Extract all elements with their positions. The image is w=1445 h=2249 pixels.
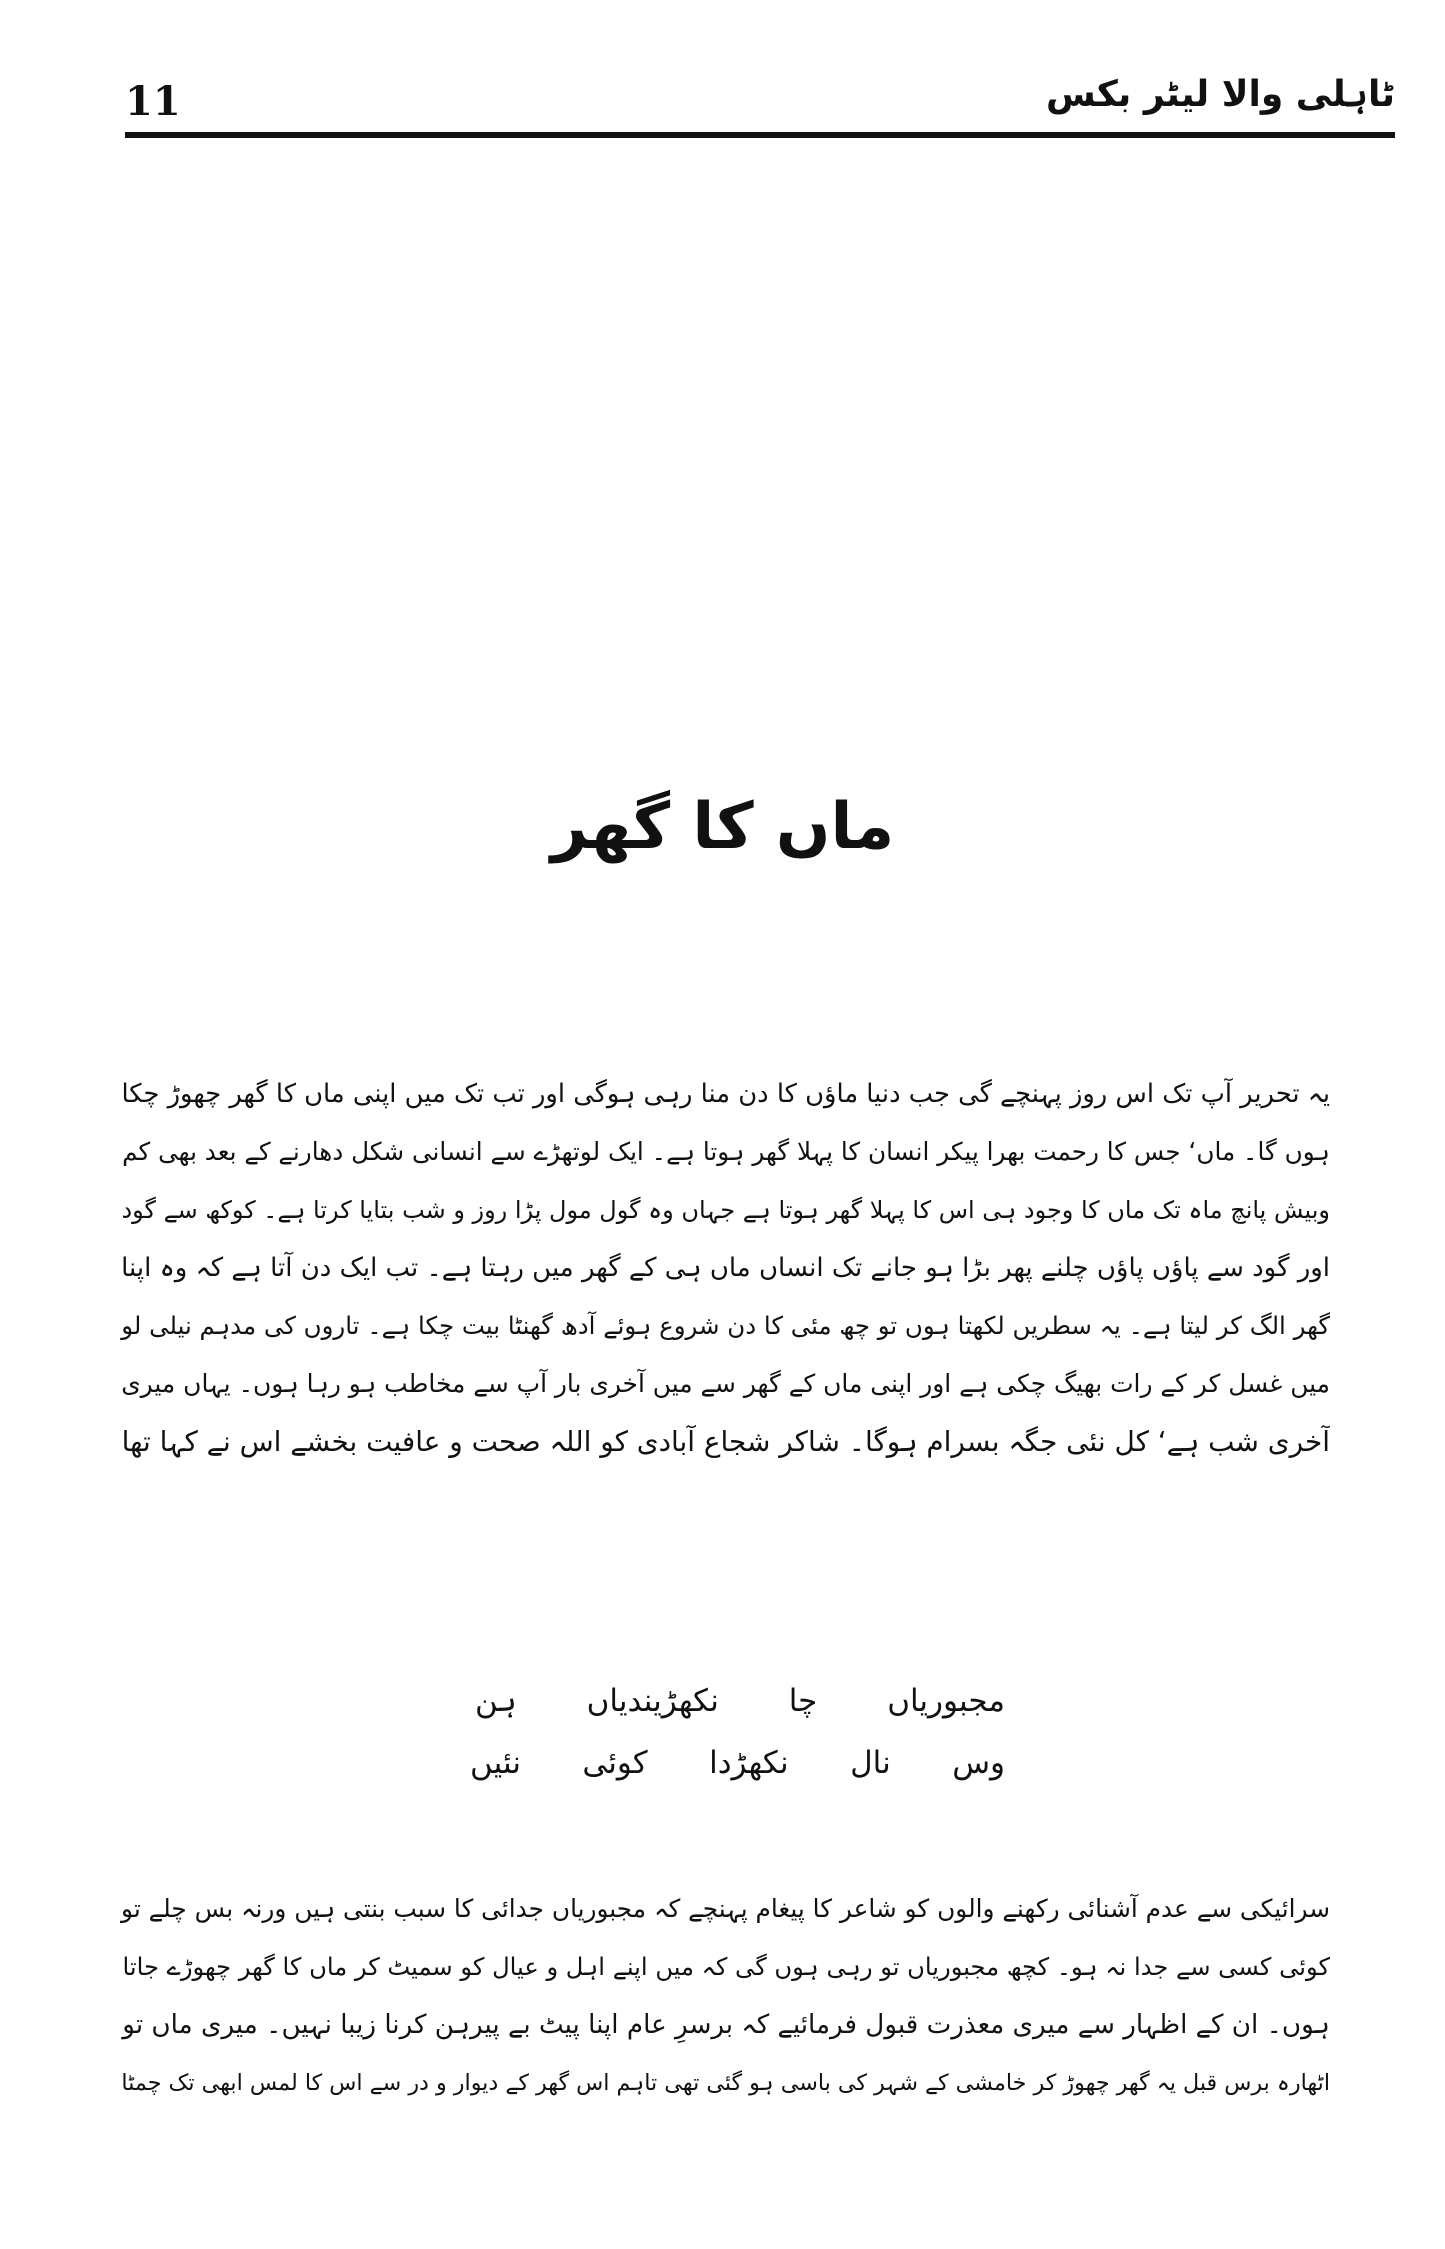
paragraph-line: آخری شب ہے‘ کل نئی جگہ بسرام ہوگا۔ شاکر شجاع آبادی کو اللہ صحت و عافیت بخشے اس نے کہا تھا [121,1425,1330,1458]
paragraph-line: ہوں۔ ان کے اظہار سے میری معذرت قبول فرمائیے کہ برسرِ عام اپنا پیٹ بے پیرہن کرنا زیبا نہیں۔ میری ماں تو [122,2010,1330,2040]
verse-word: نکھڑیندیاں [586,1683,719,1719]
header-rule [125,132,1395,138]
paragraph-line: اور گود سے پاؤں پاؤں چلنے پھر بڑا ہو جانے تک انساں ماں ہی کے گھر میں رہتا ہے۔ تب ایک دن آتا ہے کہ وہ اپنا [121,1253,1330,1283]
page-header [125,70,1395,140]
verse-word: وس [952,1745,1005,1781]
paragraph-line: کوئی کسی سے جدا نہ ہو۔ کچھ مجبوریاں تو رہی ہوں گی کہ میں اپنے اہل و عیال کو سمیٹ کر ماں کا گھر چھوڑے جاتا [122,1953,1330,1981]
verse-word: چا [788,1683,818,1719]
verse-word: مجبوریاں [887,1683,1005,1719]
paragraph-1 [115,1065,1330,1471]
paragraph-line: ہوں گا۔ ماں‘ جس کا رحمت بھرا پیکر انسان کا پہلا گھر ہوتا ہے۔ ایک لوتھڑے سے انسانی شکل دھارنے کے بعد بھی کم [122,1137,1330,1166]
paragraph-line: یہ تحریر آپ تک اس روز پہنچے گی جب دنیا ماؤں کا دن منا رہی ہوگی اور تب تک میں اپنی ماں کا گھر چھوڑ چکا [121,1079,1330,1109]
paragraph-line: گھر الگ کر لیتا ہے۔ یہ سطریں لکھتا ہوں تو چھ مئی کا دن شروع ہوئے آدھ گھنٹا بیت چکا ہے۔ تاروں کی مدہم نیلی لو [121,1311,1330,1340]
paragraph-line: میں غسل کر کے رات بھیگ چکی ہے اور اپنی ماں کے گھر سے میں آخری بار آپ سے مخاطب ہو رہا ہوں۔ یہاں میری [121,1369,1330,1398]
paragraph-2 [115,1880,1330,2112]
verse-word: کوئی [582,1745,648,1781]
chapter-title: ماں کا گھر [550,790,895,864]
paragraph-line: سرائیکی سے عدم آشنائی رکھنے والوں کو شاعر کا پیغام پہنچے کہ مجبوریاں جدائی کا سبب بنتی ہیں ورنہ بس چلے تو [121,1894,1330,1923]
verse-word: نکھڑدا [709,1745,789,1781]
verse-line-1 [380,1670,1065,1732]
verse-word: نال [850,1745,891,1781]
verse-word: نئیں [470,1745,521,1781]
paragraph-line: وبیش پانچ ماہ تک ماں کا وجود ہی اس کا پہلا گھر ہوتا ہے جہاں وہ گول مول پڑا روز و شب بتایا کرتا ہے۔ کوکھ سے گود [121,1196,1330,1224]
verse-word: ہن [475,1683,517,1719]
page-number: 11 [125,78,181,125]
verse [380,1670,1065,1794]
running-title: ٹاہلی والا لیٹر بکس [1045,74,1395,115]
verse-line-2 [380,1732,1065,1794]
paragraph-line: اٹھارہ برس قبل یہ گھر چھوڑ کر خامشی کے شہر کی باسی ہو گئی تھی تاہم اس گھر کے دیوار و در سے اس کا لمس ابھی تک چمٹا [121,2070,1330,2096]
